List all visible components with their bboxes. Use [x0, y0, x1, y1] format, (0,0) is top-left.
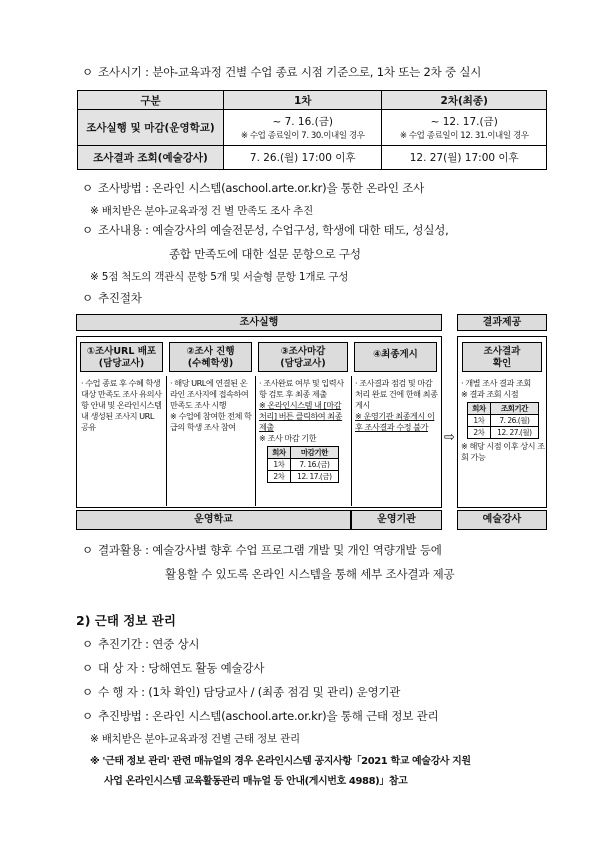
table-row	[78, 146, 547, 170]
process-header-result: 결과제공	[457, 314, 547, 331]
step-desc-text: · 해당 URL에 연결된 온라인 조사지에 접속하여 만족도 조사 시행	[170, 378, 249, 410]
table-cell: 12. 27(월) 17:00 이후	[382, 146, 547, 170]
result-desc	[461, 378, 545, 463]
bullet-circle: ㅇ	[82, 181, 93, 195]
result-use-text-2: 활용할 수 있도록 온라인 시스템을 통해 세부 조사결과 제공	[165, 567, 455, 581]
mini-header: 마감기한	[290, 447, 338, 459]
list-item	[82, 708, 438, 724]
method-text: 조사방법 : 온라인 시스템(aschool.arte.or.kr)을 통한 온라인 조사	[98, 181, 425, 195]
cell-sub: ※ 수업 종료일이 12. 31.이내일 경우	[399, 131, 529, 141]
table-header-second: 2차(최종)	[382, 91, 547, 110]
mini-cell: 1차	[468, 415, 491, 427]
step-desc-note: ※ 운영기관 최종게시 이후 조사결과 수정 불가	[355, 411, 435, 432]
table-header-first: 1차	[224, 91, 382, 110]
list-item-text: 추진방법 : 온라인 시스템(aschool.arte.or.kr)을 통해 근태 정보 관리	[98, 709, 439, 723]
mini-cell: 2차	[468, 427, 491, 439]
mini-header: 회차	[268, 447, 291, 459]
result-title	[462, 342, 542, 372]
table-cell	[382, 110, 547, 146]
bullet-circle: ㅇ	[82, 709, 93, 723]
mini-cell: 12. 17.(금)	[290, 471, 338, 483]
bullet-circle: ㅇ	[82, 291, 93, 305]
step-desc-text: · 조사결과 점검 및 마감처리 완료 건에 한해 최종게시	[355, 378, 438, 410]
row-label: 조사결과 조회(예술강사)	[78, 146, 224, 170]
divider	[166, 376, 167, 506]
step-4-title: ④최종게시	[354, 342, 437, 372]
step-1-desc: · 수업 종료 후 수혜 학생 대상 만족도 조사 유의사항 안내 및 온라인시스템 내 생성된 조사지 URL 공유	[81, 378, 162, 432]
content-text-2: 종합 만족도에 대한 설문 문항으로 구성	[169, 247, 361, 261]
bullet-circle: ㅇ	[82, 685, 93, 699]
bullet-circle: ㅇ	[82, 661, 93, 675]
mini-cell: 7. 26.(월)	[490, 415, 538, 427]
table-row	[468, 427, 539, 439]
result-mini-table	[467, 402, 539, 439]
result-use-item	[82, 542, 442, 558]
list-item-text: 대 상 자 : 당해연도 활동 예술강사	[98, 661, 265, 675]
mini-header: 회차	[468, 403, 491, 415]
divider	[255, 376, 256, 506]
step-3-title	[258, 342, 348, 372]
step-title-role: (담당교사)	[98, 358, 145, 369]
result-desc-note-2: ※ 해당 시점 이후 상시 조회 가능	[461, 441, 545, 462]
cell-main: ~ 7. 16.(금)	[272, 116, 333, 128]
step-2-title	[169, 342, 252, 372]
arrow-right-icon: ⇨	[444, 430, 455, 445]
list-item	[82, 636, 199, 652]
result-desc-text: · 개별 조사 결과 조회	[461, 378, 531, 388]
table-cell	[224, 110, 382, 146]
list-item-text: 추진기간 : 연중 상시	[98, 637, 200, 651]
footer-school: 운영학교	[76, 510, 351, 530]
step-1-title	[80, 342, 163, 372]
bullet-circle: ㅇ	[82, 223, 93, 237]
list-item	[82, 660, 264, 676]
procedure-item	[82, 290, 142, 306]
mini-cell: 1차	[268, 459, 291, 471]
list-item	[82, 684, 400, 700]
table-row	[78, 110, 547, 146]
footer-artist: 예술강사	[457, 510, 547, 530]
result-title-line: 조사결과	[483, 346, 521, 357]
step-desc-note-2: ※ 조사 마감 기한	[259, 433, 317, 443]
mini-header: 조회기간	[490, 403, 538, 415]
survey-period-item	[82, 64, 481, 80]
deadline-mini-table	[267, 446, 339, 483]
list-item-text: 수 행 자 : (1차 확인) 담당교사 / (최종 점검 및 관리) 운영기관	[98, 685, 401, 699]
footer-agency: 운영기관	[351, 510, 442, 530]
divider	[351, 376, 352, 506]
mini-cell: 2차	[268, 471, 291, 483]
cell-main: ~ 12. 17.(금)	[430, 116, 498, 128]
content-item	[82, 222, 449, 238]
step-3-desc	[259, 378, 348, 483]
result-use-text-1: 결과활용 : 예술강사별 향후 수업 프로그램 개발 및 개인 역량개발 등에	[98, 543, 442, 557]
table-cell: 7. 26.(월) 17:00 이후	[224, 146, 382, 170]
step-title-line: ①조사URL 배포	[86, 346, 157, 357]
method-note: ※ 배치받은 분야-교육과정 건 별 만족도 조사 추진	[90, 205, 314, 217]
table-row	[268, 459, 339, 471]
section2-note-1: ※ 배치받은 분야-교육과정 건별 근태 정보 관리	[90, 733, 300, 745]
schedule-table	[77, 90, 547, 170]
bullet-circle: ㅇ	[82, 65, 93, 79]
step-2-desc	[170, 378, 252, 433]
section-title: 2) 근태 정보 관리	[76, 613, 176, 628]
process-header-execution: 조사실행	[76, 314, 442, 331]
step-desc-note: ※ 수업에 참여한 전체 학급의 학생 조사 참여	[170, 411, 252, 432]
bullet-circle: ㅇ	[82, 637, 93, 651]
method-item	[82, 180, 424, 196]
step-title-role: (수혜학생)	[187, 358, 234, 369]
table-header-category: 구분	[78, 91, 224, 110]
step-desc-note: ※ 온라인시스템 내 [마감처리] 버튼 클릭하여 최종 제출	[259, 400, 343, 432]
mini-cell: 7. 16.(금)	[290, 459, 338, 471]
result-desc-note: ※ 결과 조회 시점	[461, 389, 519, 399]
table-row	[468, 415, 539, 427]
result-title-line-2: 확인	[492, 358, 512, 369]
step-title-role: (담당교사)	[280, 358, 326, 369]
bullet-circle: ㅇ	[82, 543, 93, 557]
mini-cell: 12. 27.(월)	[490, 427, 538, 439]
cell-sub: ※ 수업 종료일이 7. 30.이내일 경우	[240, 131, 365, 141]
step-title-line: ③조사마감	[280, 346, 326, 357]
survey-period-text: 조사시기 : 분야-교육과정 건별 수업 종료 시점 기준으로, 1차 또는 2차 중 실시	[98, 65, 482, 79]
step-4-desc	[355, 378, 439, 433]
section2-note-2-line-2: 사업 온라인시스템 교육활동관리 매뉴얼 등 안내(게시번호 4988)」참고	[104, 776, 408, 787]
section2-note-2-line-1: ※ '근태 정보 관리' 관련 매뉴얼의 경우 온라인시스템 공지사항「2021 학교 예술강사 지원	[90, 756, 471, 767]
step-desc-text: · 조사완료 여부 및 입력사항 검토 후 최종 제출	[259, 378, 344, 399]
step-title-line: ②조사 진행	[186, 346, 235, 357]
row-label: 조사실행 및 마감(운영학교)	[78, 110, 224, 146]
procedure-label: 추진절차	[98, 291, 142, 305]
content-text-1: 조사내용 : 예술강사의 예술전문성, 수업구성, 학생에 대한 태도, 성실성,	[98, 223, 449, 237]
table-row	[268, 471, 339, 483]
content-note: ※ 5점 척도의 객관식 문항 5개 및 서술형 문항 1개로 구성	[90, 271, 349, 283]
